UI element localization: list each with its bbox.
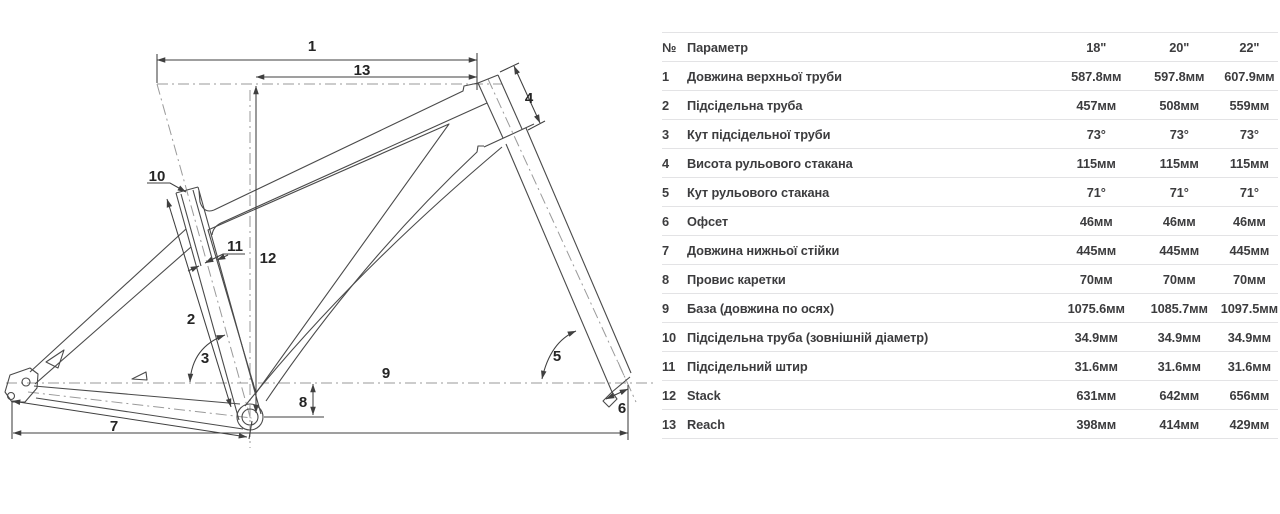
value-18: 71° bbox=[1055, 178, 1138, 207]
callout-1: 1 bbox=[307, 38, 317, 55]
value-22: 656мм bbox=[1221, 381, 1278, 410]
value-22: 607.9мм bbox=[1221, 62, 1278, 91]
table-row bbox=[662, 265, 1278, 294]
row-number: 2 bbox=[662, 91, 687, 120]
callout-13: 13 bbox=[353, 62, 371, 79]
value-22: 34.9мм bbox=[1221, 323, 1278, 352]
table-row bbox=[662, 91, 1278, 120]
row-number: 1 bbox=[662, 62, 687, 91]
value-22: 1097.5мм bbox=[1221, 294, 1278, 323]
value-18: 445мм bbox=[1055, 236, 1138, 265]
param-name: Довжина верхньої труби bbox=[687, 62, 1055, 91]
param-name: Кут підсідельної труби bbox=[687, 120, 1055, 149]
header-number: № bbox=[662, 33, 687, 62]
value-20: 1085.7мм bbox=[1138, 294, 1221, 323]
frame-window bbox=[208, 124, 449, 393]
table-row bbox=[662, 120, 1278, 149]
callout-6: 6 bbox=[617, 400, 627, 417]
param-name: База (довжина по осях) bbox=[687, 294, 1055, 323]
value-20: 115мм bbox=[1138, 149, 1221, 178]
value-22: 71° bbox=[1221, 178, 1278, 207]
value-18: 70мм bbox=[1055, 265, 1138, 294]
callout-7: 7 bbox=[109, 418, 119, 435]
value-22: 73° bbox=[1221, 120, 1278, 149]
callout-9: 9 bbox=[381, 365, 391, 382]
value-20: 642мм bbox=[1138, 381, 1221, 410]
value-22: 559мм bbox=[1221, 91, 1278, 120]
value-20: 70мм bbox=[1138, 265, 1221, 294]
table-header-row bbox=[662, 33, 1278, 62]
param-name: Офсет bbox=[687, 207, 1055, 236]
callout-12: 12 bbox=[259, 250, 277, 267]
value-20: 31.6мм bbox=[1138, 352, 1221, 381]
row-number: 5 bbox=[662, 178, 687, 207]
value-20: 34.9мм bbox=[1138, 323, 1221, 352]
value-20: 445мм bbox=[1138, 236, 1221, 265]
row-number: 6 bbox=[662, 207, 687, 236]
value-20: 71° bbox=[1138, 178, 1221, 207]
value-18: 587.8мм bbox=[1055, 62, 1138, 91]
value-18: 115мм bbox=[1055, 149, 1138, 178]
head-tube bbox=[478, 75, 534, 147]
param-name: Довжина нижньої стійки bbox=[687, 236, 1055, 265]
table-row bbox=[662, 381, 1278, 410]
table-row bbox=[662, 62, 1278, 91]
value-18: 398мм bbox=[1055, 410, 1138, 439]
value-18: 46мм bbox=[1055, 207, 1138, 236]
param-name: Підсідельна труба (зовнішній діаметр) bbox=[687, 323, 1055, 352]
seat-tube bbox=[176, 187, 261, 420]
geometry-table bbox=[662, 32, 1278, 439]
callout-2: 2 bbox=[186, 311, 196, 328]
value-22: 429мм bbox=[1221, 410, 1278, 439]
value-18: 31.6мм bbox=[1055, 352, 1138, 381]
value-22: 445мм bbox=[1221, 236, 1278, 265]
row-number: 9 bbox=[662, 294, 687, 323]
param-name: Кут рульового стакана bbox=[687, 178, 1055, 207]
down-tube bbox=[245, 146, 502, 406]
row-number: 11 bbox=[662, 352, 687, 381]
value-20: 414мм bbox=[1138, 410, 1221, 439]
value-18: 1075.6мм bbox=[1055, 294, 1138, 323]
value-18: 73° bbox=[1055, 120, 1138, 149]
param-name: Висота рульового стакана bbox=[687, 149, 1055, 178]
header-size-20: 20" bbox=[1138, 33, 1221, 62]
frame-outline bbox=[5, 75, 631, 430]
table-row bbox=[662, 149, 1278, 178]
param-name: Reach bbox=[687, 410, 1055, 439]
table-row bbox=[662, 294, 1278, 323]
row-number: 4 bbox=[662, 149, 687, 178]
value-18: 457мм bbox=[1055, 91, 1138, 120]
callout-10: 10 bbox=[148, 168, 166, 185]
table-row bbox=[662, 410, 1278, 439]
table-row bbox=[662, 207, 1278, 236]
callout-5: 5 bbox=[552, 348, 562, 365]
callout-11: 11 bbox=[227, 238, 243, 255]
value-22: 31.6мм bbox=[1221, 352, 1278, 381]
top-tube bbox=[199, 83, 487, 235]
value-20: 508мм bbox=[1138, 91, 1221, 120]
table-row bbox=[662, 323, 1278, 352]
header-size-18: 18" bbox=[1055, 33, 1138, 62]
table-row bbox=[662, 236, 1278, 265]
row-number: 8 bbox=[662, 265, 687, 294]
value-20: 73° bbox=[1138, 120, 1221, 149]
value-22: 115мм bbox=[1221, 149, 1278, 178]
dimension-lines bbox=[12, 53, 628, 440]
param-name: Провис каретки bbox=[687, 265, 1055, 294]
value-18: 631мм bbox=[1055, 381, 1138, 410]
param-name: Підсідельна труба bbox=[687, 91, 1055, 120]
callout-3: 3 bbox=[200, 350, 210, 367]
header-parameter: Параметр bbox=[687, 33, 1055, 62]
value-22: 70мм bbox=[1221, 265, 1278, 294]
row-number: 7 bbox=[662, 236, 687, 265]
param-name: Stack bbox=[687, 381, 1055, 410]
header-size-22: 22" bbox=[1221, 33, 1278, 62]
row-number: 13 bbox=[662, 410, 687, 439]
table-row bbox=[662, 178, 1278, 207]
row-number: 10 bbox=[662, 323, 687, 352]
param-name: Підсідельний штир bbox=[687, 352, 1055, 381]
seat-stay bbox=[30, 229, 191, 384]
callout-4: 4 bbox=[524, 90, 534, 107]
fork bbox=[506, 128, 631, 407]
value-22: 46мм bbox=[1221, 207, 1278, 236]
table-row bbox=[662, 352, 1278, 381]
rear-dropout bbox=[5, 368, 38, 402]
value-20: 597.8мм bbox=[1138, 62, 1221, 91]
callout-8: 8 bbox=[298, 394, 308, 411]
row-number: 12 bbox=[662, 381, 687, 410]
value-20: 46мм bbox=[1138, 207, 1221, 236]
value-18: 34.9мм bbox=[1055, 323, 1138, 352]
row-number: 3 bbox=[662, 120, 687, 149]
